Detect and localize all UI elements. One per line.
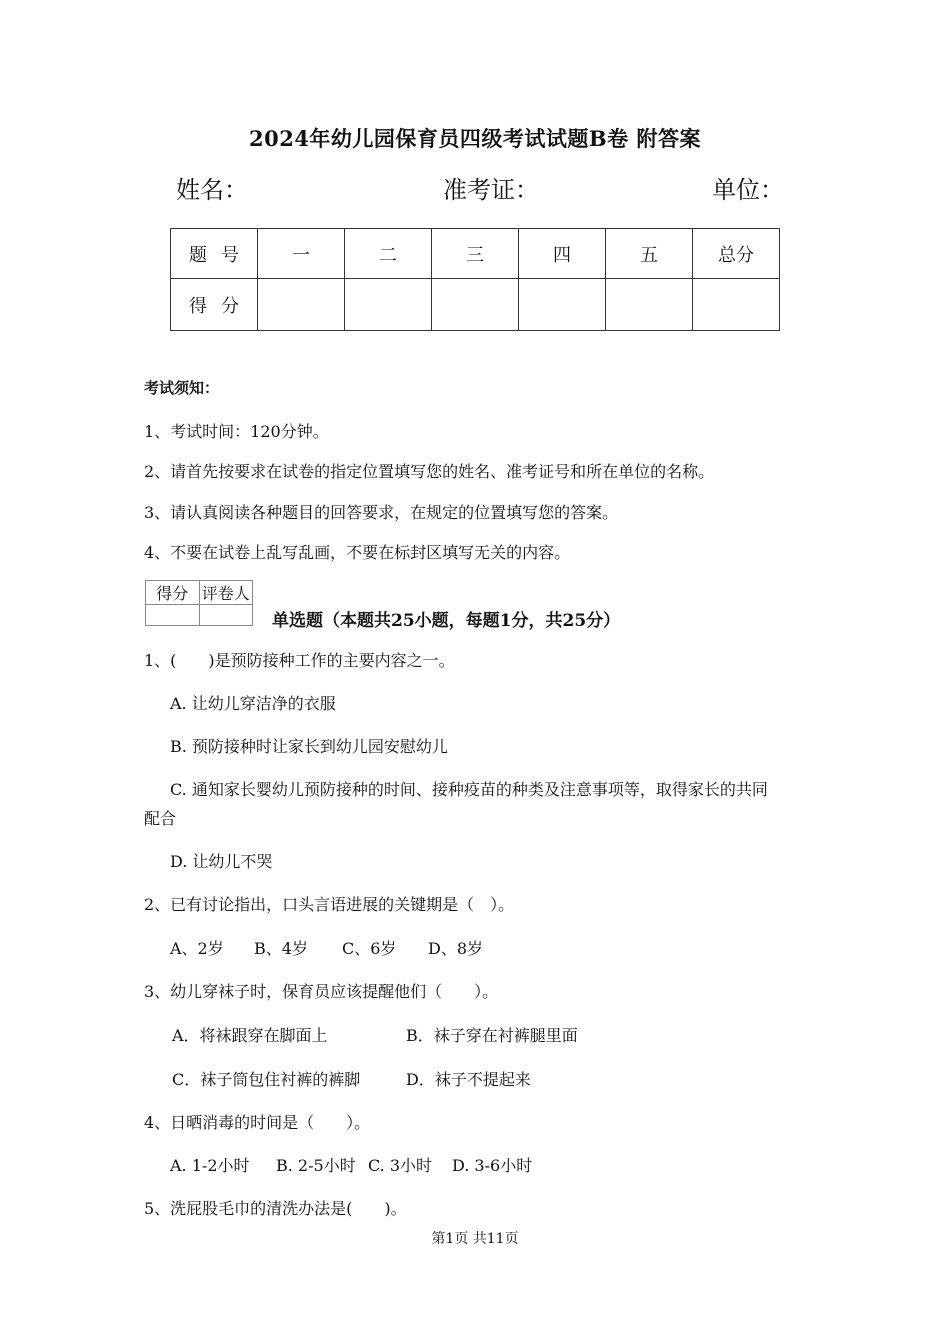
grader-score-cell	[146, 605, 200, 626]
notice-item-4: 4、不要在试卷上乱写乱画，不要在标封区填写无关的内容。	[144, 543, 571, 562]
score-cell-total	[693, 279, 780, 331]
grader-table	[145, 580, 253, 626]
question-2-option-d: D、8岁	[428, 939, 484, 958]
question-1-option-c: C. 通知家长婴幼儿预防接种的时间、接种疫苗的种类及注意事项等，取得家长的共同	[170, 780, 768, 799]
score-cell-1	[258, 279, 345, 331]
question-2-option-c: C、6岁	[342, 939, 397, 958]
question-4-option-b: B. 2-5小时	[276, 1156, 356, 1175]
question-2-option-a: A、2岁	[170, 939, 224, 958]
exam-id-field-label: 准考证：	[443, 176, 539, 204]
question-1-stem: 1、( )是预防接种工作的主要内容之一。	[144, 651, 455, 670]
score-col-3: 三	[432, 229, 519, 279]
page-footer: 第1页 共11页	[431, 1231, 519, 1247]
question-4-stem: 4、日晒消毒的时间是（ ）。	[144, 1113, 371, 1132]
question-4-option-a: A. 1-2小时	[170, 1156, 250, 1175]
score-table-header-label: 题号	[171, 229, 258, 279]
score-cell-2	[345, 279, 432, 331]
notice-heading: 考试须知：	[144, 379, 220, 397]
grader-score-label: 得分	[146, 581, 200, 605]
score-col-1: 一	[258, 229, 345, 279]
score-table	[170, 228, 780, 331]
score-cell-5	[606, 279, 693, 331]
question-3-option-b: B．袜子穿在衬裤腿里面	[406, 1026, 578, 1045]
unit-field-label: 单位：	[712, 176, 784, 204]
question-3-option-a: A．将袜跟穿在脚面上	[172, 1026, 328, 1045]
score-cell-3	[432, 279, 519, 331]
score-col-5: 五	[606, 229, 693, 279]
score-cell-4	[519, 279, 606, 331]
notice-item-3: 3、请认真阅读各种题目的回答要求，在规定的位置填写您的答案。	[144, 503, 619, 522]
score-col-2: 二	[345, 229, 432, 279]
grader-name-label: 评卷人	[199, 581, 253, 605]
score-row-label: 得分	[171, 279, 258, 331]
question-1-option-a: A. 让幼儿穿洁净的衣服	[170, 694, 336, 713]
question-4-options	[170, 1153, 532, 1176]
question-2-stem: 2、已有讨论指出，口头言语进展的关键期是（ ）。	[144, 895, 515, 914]
question-2-options	[170, 936, 483, 959]
question-3-options-row-1	[172, 1023, 578, 1046]
score-col-4: 四	[519, 229, 606, 279]
question-4-option-d: D. 3-6小时	[452, 1156, 533, 1175]
question-1-option-c-cont: 配合	[144, 809, 177, 828]
notice-item-2: 2、请首先按要求在试卷的指定位置填写您的姓名、准考证号和所在单位的名称。	[144, 462, 715, 481]
question-4-option-c: C. 3小时	[368, 1156, 433, 1175]
question-3-option-d: D．袜子不提起来	[406, 1070, 531, 1089]
notice-item-1: 1、考试时间：120分钟。	[144, 422, 329, 441]
question-3-option-c: C．袜子筒包住衬裤的裤脚	[172, 1070, 361, 1089]
name-field-label: 姓名：	[176, 176, 248, 204]
question-3-stem: 3、幼儿穿袜子时，保育员应该提醒他们（ ）。	[144, 982, 499, 1001]
grader-name-cell	[199, 605, 253, 626]
question-2-option-b: B、4岁	[254, 939, 308, 958]
score-col-total: 总分	[693, 229, 780, 279]
section-title: 单选题（本题共25小题，每题1分，共25分）	[272, 611, 621, 631]
question-1-option-b: B. 预防接种时让家长到幼儿园安慰幼儿	[170, 737, 448, 756]
question-1-option-d: D. 让幼儿不哭	[170, 852, 273, 871]
question-5-stem: 5、洗屁股毛巾的清洗办法是( )。	[144, 1199, 407, 1218]
question-3-options-row-2	[172, 1067, 531, 1090]
exam-title: 2024年幼儿园保育员四级考试试题B卷 附答案	[248, 126, 701, 151]
